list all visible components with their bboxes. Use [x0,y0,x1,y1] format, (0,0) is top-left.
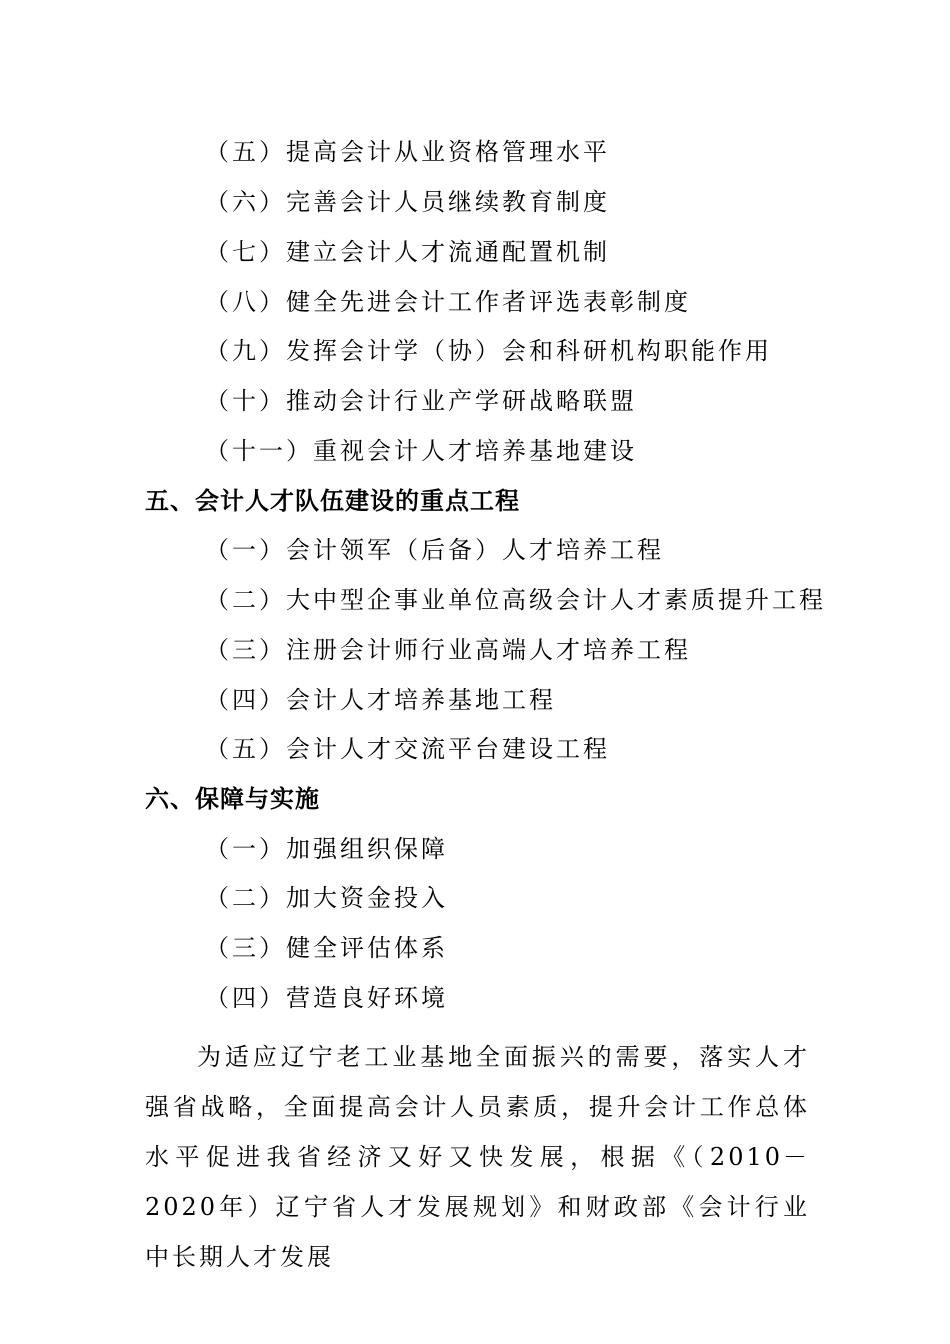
toc-item-5-5: （五）会计人才交流平台建设工程 [205,735,610,763]
toc-item-4-8: （八）健全先进会计工作者评选表彰制度 [205,288,691,316]
toc-item-5-4: （四）会计人才培养基地工程 [205,686,556,714]
toc-item-6-4: （四）营造良好环境 [205,984,448,1012]
toc-item-4-11: （十一）重视会计人才培养基地建设 [205,437,637,465]
section-5-heading: 五、会计人才队伍建设的重点工程 [145,487,520,515]
toc-item-4-10: （十）推动会计行业产学研战略联盟 [205,387,637,415]
toc-item-6-1: （一）加强组织保障 [205,835,448,863]
toc-item-6-3: （三）健全评估体系 [205,934,448,962]
toc-item-4-7: （七）建立会计人才流通配置机制 [205,238,610,266]
toc-item-5-2: （二）大中型企事业单位高级会计人才素质提升工程 [205,586,826,614]
toc-item-4-5: （五）提高会计从业资格管理水平 [205,138,610,166]
section-6-heading: 六、保障与实施 [145,785,320,813]
toc-item-4-6: （六）完善会计人员继续教育制度 [205,188,610,216]
toc-item-4-9: （九）发挥会计学（协）会和科研机构职能作用 [205,337,772,365]
toc-item-6-2: （二）加大资金投入 [205,884,448,912]
toc-item-5-1: （一）会计领军（后备）人才培养工程 [205,536,664,564]
body-paragraph: 为适应辽宁老工业基地全面振兴的需要，落实人才强省战略，全面提高会计人员素质，提升会计工作总体水平促进我省经济又好又快发展，根据《（2010－2020年）辽宁省人才发展规划》和财政部《会计行业中长期人才发展 [145,1043,810,1271]
toc-item-5-3: （三）注册会计师行业高端人才培养工程 [205,636,691,664]
